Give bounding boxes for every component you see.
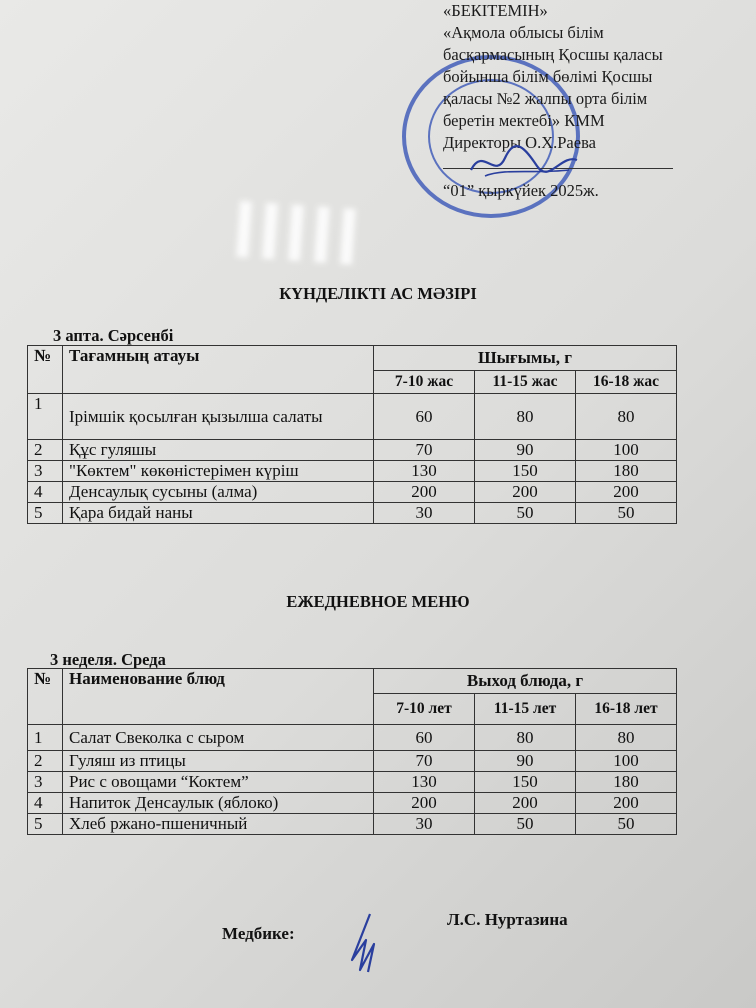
age-header: 7-10 жас	[374, 371, 475, 394]
table-header-row	[28, 346, 677, 371]
kz-menu-table	[27, 345, 677, 524]
approval-line: «Ақмола облысы білім	[443, 23, 604, 42]
row-number: 3	[28, 461, 63, 482]
table-row	[28, 503, 677, 524]
dish-name: Гуляш из птицы	[63, 751, 374, 772]
approval-line: бойынша білім бөлімі Қосшы	[443, 67, 653, 86]
ru-menu-title: ЕЖЕДНЕВНОЕ МЕНЮ	[286, 592, 470, 611]
portion-value: 50	[475, 814, 576, 835]
portion-value: 200	[475, 482, 576, 503]
table-row	[28, 461, 677, 482]
portion-value: 50	[576, 814, 677, 835]
col-name-header: Тағамның атауы	[63, 346, 374, 394]
row-number: 2	[28, 751, 63, 772]
nurse-signature-icon	[340, 910, 390, 976]
col-name-header: Наименование блюд	[63, 669, 374, 725]
approval-line: «БЕКІТЕМІН»	[443, 1, 548, 20]
portion-value: 200	[475, 793, 576, 814]
portion-value: 50	[475, 503, 576, 524]
kz-day-title: 3 апта. Сәрсенбі	[53, 326, 174, 345]
portion-value: 30	[374, 814, 475, 835]
portion-value: 100	[576, 440, 677, 461]
row-number: 5	[28, 814, 63, 835]
dish-name: Ірімшік қосылған қызылша салаты	[63, 394, 374, 440]
dish-name: Құс гуляшы	[63, 440, 374, 461]
portion-value: 60	[374, 725, 475, 751]
approval-line: басқармасының Қосшы қаласы	[443, 45, 663, 64]
portion-value: 60	[374, 394, 475, 440]
portion-value: 200	[576, 482, 677, 503]
table-row	[28, 440, 677, 461]
table-row	[28, 793, 677, 814]
dish-name: Салат Свеколка с сыром	[63, 725, 374, 751]
table-row	[28, 772, 677, 793]
portion-value: 80	[576, 725, 677, 751]
ru-day-title: 3 неделя. Среда	[50, 650, 166, 669]
portion-value: 130	[374, 772, 475, 793]
age-header: 11-15 лет	[475, 694, 576, 725]
portion-value: 150	[475, 772, 576, 793]
ru-menu-table	[27, 668, 677, 835]
age-header: 7-10 лет	[374, 694, 475, 725]
approval-date: “01” қыркүйек 2025ж.	[443, 181, 599, 200]
table-row	[28, 482, 677, 503]
portion-value: 90	[475, 440, 576, 461]
portion-value: 50	[576, 503, 677, 524]
age-header: 16-18 лет	[576, 694, 677, 725]
dish-name: "Көктем" көкөністерімен күріш	[63, 461, 374, 482]
dish-name: Напиток Денсаулык (яблоко)	[63, 793, 374, 814]
portion-value: 100	[576, 751, 677, 772]
kz-menu-title: КҮНДЕЛІКТІ АС МӘЗІРІ	[279, 284, 477, 303]
row-number: 4	[28, 793, 63, 814]
dish-name: Денсаулық сусыны (алма)	[63, 482, 374, 503]
portion-value: 130	[374, 461, 475, 482]
col-num-header: №	[28, 346, 63, 394]
row-number: 1	[28, 725, 63, 751]
row-number: 4	[28, 482, 63, 503]
portion-value: 70	[374, 751, 475, 772]
portion-value: 70	[374, 440, 475, 461]
col-yield-header: Выход блюда, г	[374, 669, 677, 694]
dish-name: Қара бидай наны	[63, 503, 374, 524]
dish-name: Рис с овощами “Коктем”	[63, 772, 374, 793]
light-glare	[236, 201, 360, 265]
table-row	[28, 814, 677, 835]
portion-value: 200	[374, 482, 475, 503]
approval-line: қаласы №2 жалпы орта білім	[443, 89, 648, 108]
row-number: 1	[28, 394, 63, 440]
row-number: 3	[28, 772, 63, 793]
approval-line: беретін мектебі» КММ	[443, 111, 605, 130]
portion-value: 80	[475, 394, 576, 440]
nurse-name: Л.С. Нуртазина	[447, 910, 568, 929]
age-header: 11-15 жас	[475, 371, 576, 394]
col-yield-header: Шығымы, г	[374, 346, 677, 371]
table-row	[28, 725, 677, 751]
portion-value: 80	[475, 725, 576, 751]
portion-value: 200	[576, 793, 677, 814]
col-num-header: №	[28, 669, 63, 725]
portion-value: 90	[475, 751, 576, 772]
table-row	[28, 394, 677, 440]
nurse-label: Медбике:	[222, 924, 295, 943]
director-signature-icon	[465, 140, 585, 188]
row-number: 5	[28, 503, 63, 524]
table-row	[28, 751, 677, 772]
row-number: 2	[28, 440, 63, 461]
portion-value: 80	[576, 394, 677, 440]
age-header: 16-18 жас	[576, 371, 677, 394]
dish-name: Хлеб ржано-пшеничный	[63, 814, 374, 835]
table-header-row	[28, 669, 677, 694]
approval-line: Директоры О.Х.Раева	[443, 133, 596, 152]
portion-value: 150	[475, 461, 576, 482]
portion-value: 180	[576, 461, 677, 482]
portion-value: 180	[576, 772, 677, 793]
portion-value: 30	[374, 503, 475, 524]
portion-value: 200	[374, 793, 475, 814]
